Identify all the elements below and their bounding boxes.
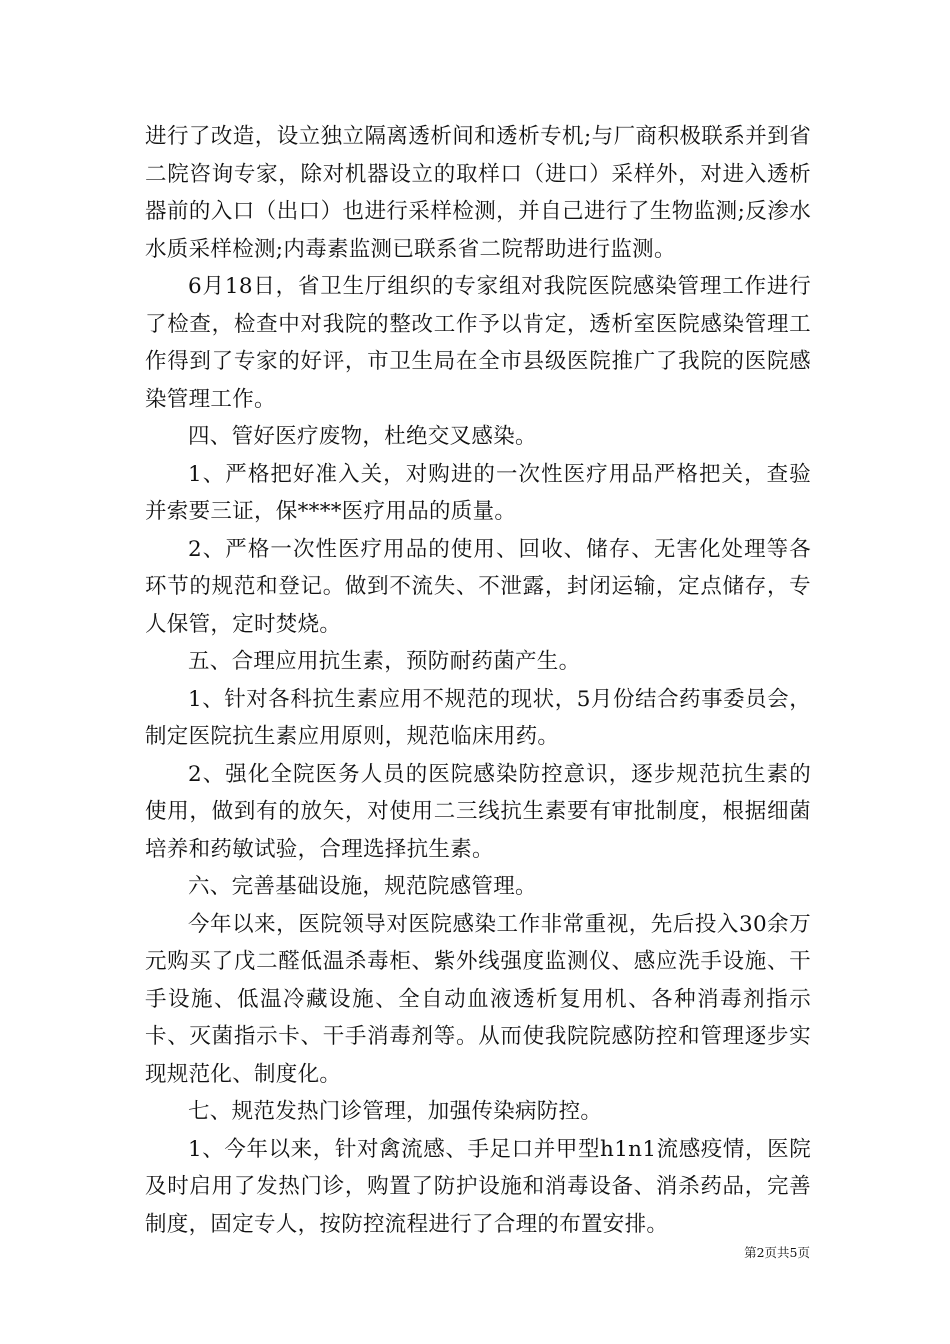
paragraph-7-1: 1、今年以来，针对禽流感、手足口并甲型h1n1流感疫情，医院及时启用了发热门诊，购置了防护设施和消毒设备、消杀药品，完善制度，固定专人，按防控流程进行了合理的布置安排。 [145,1136,811,1237]
paragraph-5-1: 1、针对各科抗生素应用不规范的现状，5月份结合药事委员会，制定医院抗生素应用原则，规范临床用药。 [145,686,811,749]
document-body [145,118,811,1243]
section-heading-7: 七、规范发热门诊管理，加强传染病防控。 [188,1099,603,1124]
paragraph-4-2: 2、严格一次性医疗用品的使用、回收、储存、无害化处理等各环节的规范和登记。做到不流失、不泄露，封闭运输，定点储存，专人保管，定时焚烧。 [145,536,811,637]
section-heading-5: 五、合理应用抗生素，预防耐药菌产生。 [188,649,581,674]
paragraph-continuation: 进行了改造，设立独立隔离透析间和透析专机;与厂商积极联系并到省二院咨询专家，除对机器设立的取样口（进口）采样外，对进入透析器前的入口（出口）也进行采样检测，并自己进行了生物监测;反渗水水质采样检测;内毒素监测已联系省二院帮助进行监测。 [145,124,811,262]
page-number-footer: 第2页共5页 [744,1245,810,1260]
paragraph-5-2: 2、强化全院医务人员的医院感染防控意识，逐步规范抗生素的使用，做到有的放矢，对使用二三线抗生素要有审批制度，根据细菌培养和药敏试验，合理选择抗生素。 [145,761,811,862]
paragraph-6-body: 今年以来，医院领导对医院感染工作非常重视，先后投入30余万元购买了戊二醛低温杀毒柜、紫外线强度监测仪、感应洗手设施、干手设施、低温冷藏设施、全自动血液透析复用机、各种消毒剂指示卡、灭菌指示卡、干手消毒剂等。从而使我院院感防控和管理逐步实现规范化、制度化。 [145,911,811,1087]
section-heading-6: 六、完善基础设施，规范院感管理。 [188,874,537,899]
paragraph-inspection: 6月18日，省卫生厅组织的专家组对我院医院感染管理工作进行了检查，检查中对我院的整改工作予以肯定，透析室医院感染管理工作得到了专家的好评，市卫生局在全市县级医院推广了我院的医院感染管理工作。 [145,274,811,412]
section-heading-4: 四、管好医疗废物，杜绝交叉感染。 [188,424,537,449]
paragraph-4-1: 1、严格把好准入关，对购进的一次性医疗用品严格把关，查验并索要三证，保****医疗用品的质量。 [145,461,811,524]
